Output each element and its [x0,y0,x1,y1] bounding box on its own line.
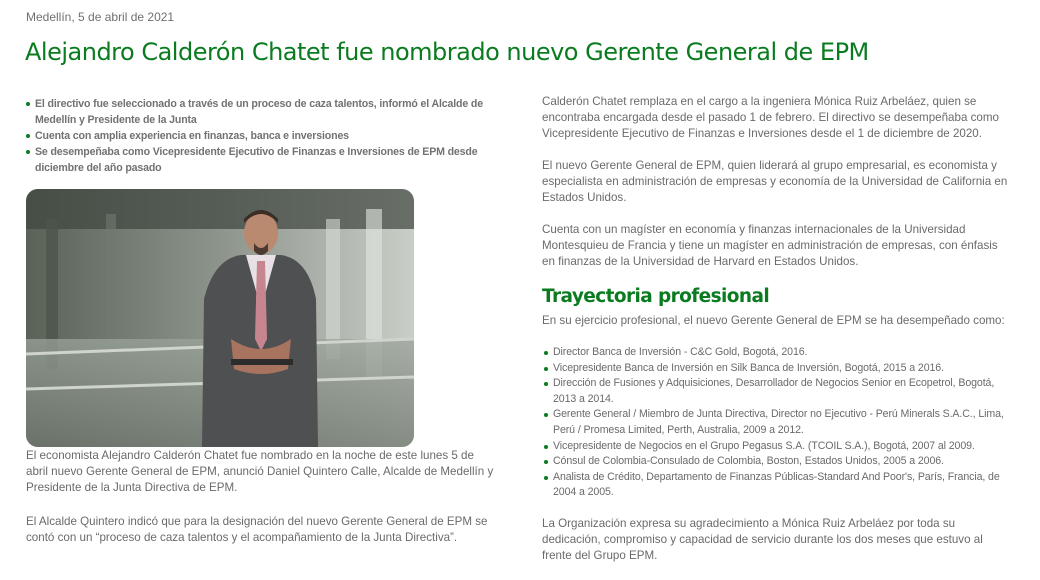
career-item: Cónsul de Colombia-Consulado de Colombia, Boston, Estados Unidos, 2005 a 2006. [542,454,1012,470]
photo-caption: El economista Alejandro Calderón Chatet fue nombrado en la noche de este lunes 5 de abril nuevo Gerente General de EPM, anunció Daniel Quintero Calle, Alcalde de Medellín y Presidente de la Junta Directiva de EPM. [26,449,494,494]
career-item: Gerente General / Miembro de Junta Directiva, Director no Ejecutivo - Perú Minerals S.A.C., Lima, Perú / Promesa Limited, Perth, Australia, 2009 a 2012. [542,407,1012,438]
career-item: Vicepresidente de Negocios en el Grupo Pegasus S.A. (TCOIL S.A.), Bogotá, 2007 al 2009. [542,439,1012,455]
right-column [542,94,1012,580]
left-column [26,96,516,544]
career-list [542,345,1012,501]
career-item: Vicepresidente Banca de Inversión en Silk Banca de Inversión, Bogotá, 2015 a 2016. [542,361,1012,377]
highlight-item: Cuenta con amplia experiencia en finanzas, banca e inversiones [26,128,516,144]
highlight-item: El directivo fue seleccionado a través de un proceso de caza talentos, informó el Alcalde de Medellín y Presidente de la Junta [26,96,516,128]
career-item: Analista de Crédito, Departamento de Finanzas Públicas-Standard And Poor's, París, Francia, de 2004 a 2005. [542,470,1012,501]
highlights-list [26,96,516,176]
body-paragraph: Cuenta con un magíster en economía y finanzas internacionales de la Universidad Montesquieu de Francia y tiene un magíster en administración de empresas, con énfasis en finanzas de la Universidad de Harvard en Estados Unidos. [542,223,998,268]
highlight-item: Se desempeñaba como Vicepresidente Ejecutivo de Finanzas e Inversiones de EPM desde diciembre del año pasado [26,144,516,176]
body-paragraph: Calderón Chatet remplaza en el cargo a la ingeniera Mónica Ruiz Arbeláez, quien se encontraba encargada desde el pasado 1 de febrero. El directivo se desempeñaba como Vicepresidente Ejecutivo de Finanzas e Inversiones desde el 1 de diciembre de 2020. [542,95,999,140]
body-paragraph: El nuevo Gerente General de EPM, quien liderará al grupo empresarial, es economista y especialista en administración de empresas y economía de la Universidad de California en Estados Unidos. [542,159,1008,204]
section-intro: En su ejercicio profesional, el nuevo Gerente General de EPM se ha desempeñado como: [542,314,1005,327]
section-title: Trayectoria profesional [542,286,770,307]
article-photo [26,189,414,447]
article-title: Alejandro Calderón Chatet fue nombrado nuevo Gerente General de EPM [25,38,869,66]
body-paragraph: El Alcalde Quintero indicó que para la designación del nuevo Gerente General de EPM se contó con un “proceso de caza talentos y el acompañamiento de la Junta Directiva”. [26,515,488,544]
career-item: Dirección de Fusiones y Adquisiciones, Desarrollador de Negocios Senior en Ecopetrol, Bogotá, 2013 a 2014. [542,376,1012,407]
career-item: Director Banca de Inversión - C&C Gold, Bogotá, 2016. [542,345,1012,361]
closing-paragraph: La Organización expresa su agradecimiento a Mónica Ruiz Arbeláez por toda su dedicación, compromiso y capacidad de servicio durante los dos meses que estuvo al frente del Grupo EPM. [542,516,983,562]
article-dateline: Medellín, 5 de abril de 2021 [26,10,175,24]
